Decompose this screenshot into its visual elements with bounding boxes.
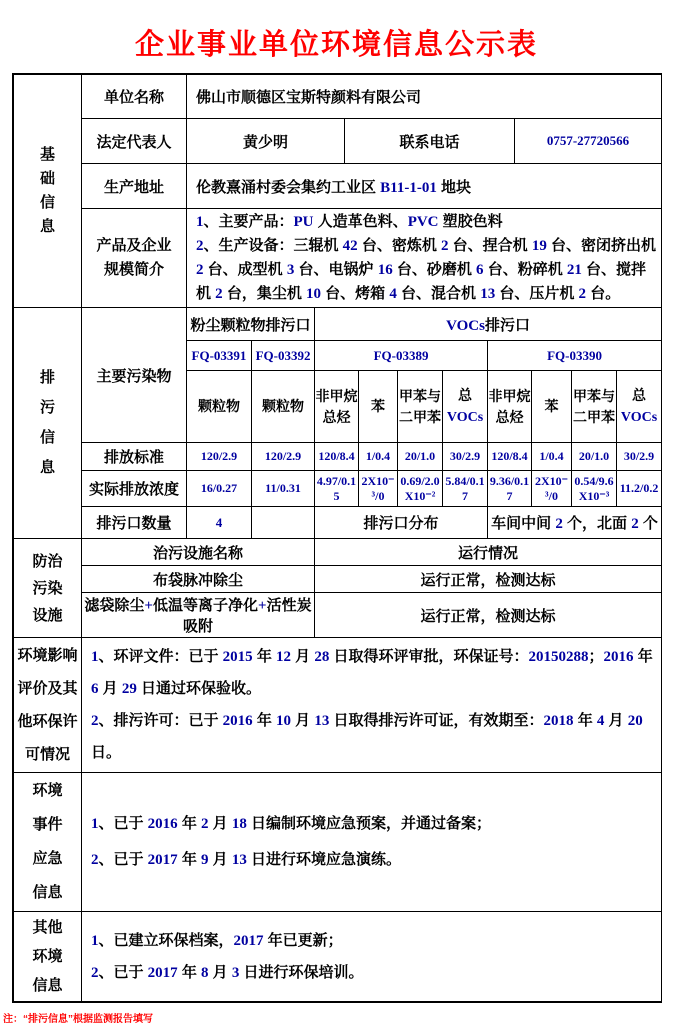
eia-item: 2、排污许可：已于 2016 年 10 月 13 日取得排污许可证，有效期至：2018 年 4 月 20 日。 [91, 712, 643, 761]
actual-value: 0.54/9.6X10⁻³ [572, 471, 617, 507]
standard-value: 1/0.4 [532, 443, 572, 471]
standard-value: 120/8.4 [488, 443, 532, 471]
emergency-item: 2、已于 2017 年 9 月 13 日进行环境应急演练。 [91, 851, 402, 868]
treatment-section-label: 防治污染设施 [32, 552, 63, 624]
standard-value: 30/2.9 [617, 443, 662, 471]
other-item: 1、已建立环保档案，2017 年已更新； [91, 931, 343, 949]
other-section-label: 其他环境信息 [32, 919, 63, 994]
pollutant-name: 总VOCs [617, 371, 662, 443]
outlet-code: FQ-03389 [315, 341, 488, 371]
profile-line: 1、主要产品：PU 人造革色料、PVC 塑胶色料 [196, 213, 503, 230]
standard-label: 排放标准 [82, 443, 187, 471]
pollutant-label: 主要污染物 [82, 308, 187, 443]
unit-name-label: 单位名称 [82, 75, 187, 119]
actual-value: 11.2/0.2 [617, 471, 662, 507]
actual-value: 5.84/0.17 [443, 471, 488, 507]
empty-cell [252, 507, 315, 539]
pollutant-name: 总VOCs [443, 371, 488, 443]
outlet-count-value: 4 [187, 507, 252, 539]
eia-section [13, 637, 662, 773]
facility-name: 滤袋除尘+低温等离子净化+活性炭吸附 [82, 593, 315, 638]
other-section-label-cell [14, 912, 82, 1002]
treatment-section-label-cell [14, 539, 82, 638]
pollutant-name: 苯 [359, 371, 398, 443]
actual-value: 0.69/2.0X10⁻² [398, 471, 443, 507]
outlet-distribution-label: 排污口分布 [315, 507, 488, 539]
phone-value: 0757-27720566 [515, 119, 662, 164]
legal-rep-label: 法定代表人 [82, 119, 187, 164]
footnote: 注：“排污信息”根据监测报告填写 [3, 1014, 153, 1025]
phone-label: 联系电话 [345, 119, 515, 164]
pollutant-name: 甲苯与二甲苯 [572, 371, 617, 443]
unit-name-value: 佛山市顺德区宝斯特颜料有限公司 [187, 75, 662, 119]
emergency-section [13, 772, 662, 912]
standard-value: 20/1.0 [572, 443, 617, 471]
emergency-section-label-cell [14, 773, 82, 912]
facility-name-header: 治污设施名称 [82, 539, 315, 566]
profile-line: 2、生产设备：三辊机 42 台、密炼机 2 台、捏合机 19 台、密闭挤出机 2 台、成型机 3 台、电锅炉 16 台、砂磨机 6 台、粉碎机 21 台、搅拌机 2 台，集尘机 10 台、烤箱 4 台、混合机 13 台、压片机 2 台。 [196, 237, 657, 302]
discharge-section-label: 排污信息 [39, 369, 55, 476]
pollutant-name: 颗粒物 [187, 371, 252, 443]
basic-info-section [13, 74, 662, 308]
form-table [12, 73, 662, 1003]
pollutant-name: 颗粒物 [252, 371, 315, 443]
standard-value: 120/2.9 [187, 443, 252, 471]
actual-value: 4.97/0.15 [315, 471, 359, 507]
address-label: 生产地址 [82, 164, 187, 209]
actual-value: 2X10⁻³/0 [359, 471, 398, 507]
emergency-item: 1、已于 2016 年 2 月 18 日编制环境应急预案，并通过备案； [91, 815, 492, 832]
discharge-section [13, 307, 662, 539]
dust-outlet-header: 粉尘颗粒物排污口 [187, 308, 315, 341]
outlet-code: FQ-03390 [488, 341, 662, 371]
address-value: 伦教熹涌村委会集约工业区 B11-1-01 地块 [187, 164, 662, 209]
basic-section-label: 基础信息 [39, 146, 55, 235]
legal-rep-value: 黄少明 [187, 119, 345, 164]
eia-section-label: 环境影响评价及其他环保许可情况 [17, 647, 78, 763]
emergency-content [82, 773, 662, 912]
facility-name: 布袋脉冲除尘 [82, 566, 315, 593]
pollutant-name: 甲苯与二甲苯 [398, 371, 443, 443]
outlet-count-label: 排污口数量 [82, 507, 187, 539]
standard-value: 30/2.9 [443, 443, 488, 471]
actual-value: 9.36/0.17 [488, 471, 532, 507]
facility-status: 运行正常，检测达标 [315, 593, 662, 638]
standard-value: 1/0.4 [359, 443, 398, 471]
basic-section-label-cell [14, 75, 82, 308]
eia-section-label-cell [14, 638, 82, 773]
emergency-section-label: 环境事件应急信息 [32, 782, 63, 901]
outlet-distribution-value: 车间中间 2 个，北面 2 个 [488, 507, 662, 539]
standard-value: 120/8.4 [315, 443, 359, 471]
facility-status: 运行正常，检测达标 [315, 566, 662, 593]
actual-label: 实际排放浓度 [82, 471, 187, 507]
pollutant-name: 非甲烷总烃 [315, 371, 359, 443]
other-item: 2、已于 2017 年 8 月 3 日进行环保培训。 [91, 963, 364, 981]
profile-label: 产品及企业规模简介 [96, 237, 172, 278]
pollutant-name: 苯 [532, 371, 572, 443]
standard-value: 120/2.9 [252, 443, 315, 471]
outlet-code: FQ-03392 [252, 341, 315, 371]
pollutant-name: 非甲烷总烃 [488, 371, 532, 443]
actual-value: 2X10⁻³/0 [532, 471, 572, 507]
eia-content [82, 638, 662, 773]
actual-value: 11/0.31 [252, 471, 315, 507]
other-section [13, 911, 662, 1002]
outlet-code: FQ-03391 [187, 341, 252, 371]
facility-status-header: 运行情况 [315, 539, 662, 566]
profile-value [187, 209, 662, 308]
eia-item: 1、环评文件：已于 2015 年 12 月 28 日取得环评审批，环保证号：20150288；2016 年 6 月 29 日通过环保验收。 [91, 648, 653, 697]
discharge-section-label-cell [14, 308, 82, 539]
treatment-section [13, 538, 662, 638]
actual-value: 16/0.27 [187, 471, 252, 507]
other-content [82, 912, 662, 1002]
standard-value: 20/1.0 [398, 443, 443, 471]
profile-label-cell [82, 209, 187, 308]
page-title: 企业事业单位环境信息公示表 [134, 29, 538, 61]
vocs-outlet-header: VOCs排污口 [315, 308, 662, 341]
